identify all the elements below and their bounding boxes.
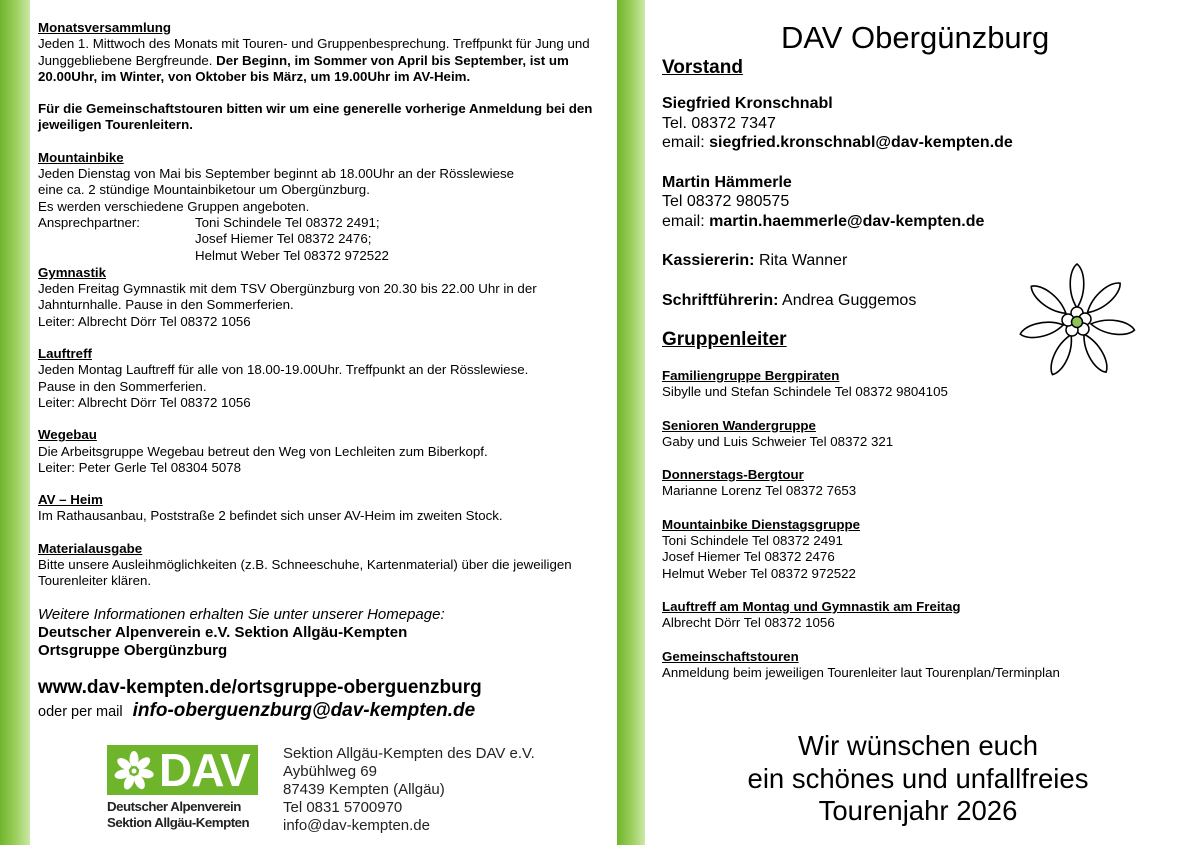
role-label: Schriftführerin: (662, 291, 779, 309)
wish-line: ein schönes und unfallfreies (747, 762, 1089, 794)
group-line: Toni Schindele Tel 08372 2491 (662, 533, 843, 549)
page-title: DAV Obergünzburg (781, 20, 1050, 55)
person-1 (662, 94, 1132, 153)
section-av-heim (38, 492, 613, 525)
gruppenleiter-heading: Gruppenleiter (662, 329, 787, 350)
section-line: Im Rathausanbau, Poststraße 2 befindet sich unser AV-Heim im zweiten Stock. (38, 508, 503, 524)
contact-label: Ansprechpartner: (38, 214, 140, 230)
edelweiss-flower-icon (1012, 262, 1142, 382)
section-line: Jeden Freitag Gymnastik mit dem TSV Obergünzburg von 20.30 bis 22.00 Uhr in der Jahnturnhalle. Pause in den Sommerferien. (38, 281, 537, 313)
mail-row (38, 700, 613, 723)
logo-caption (107, 799, 260, 830)
group-title: Senioren Wandergruppe (662, 417, 816, 433)
homepage-link[interactable]: www.dav-kempten.de/ortsgruppe-oberguenzburg (38, 676, 482, 698)
logo-line: Deutscher Alpenverein (107, 799, 241, 814)
middle-green-strip (617, 0, 645, 845)
group-title: Lauftreff am Montag und Gymnastik am Freitag (662, 598, 961, 614)
address-block (283, 745, 535, 835)
section-gymnastik (38, 265, 613, 330)
role-label: Kassiererin: (662, 252, 755, 269)
dav-logo-box (107, 745, 258, 795)
section-line: Jeden Dienstag von Mai bis September beginnt ab 18.00Uhr an der Rösslewiese (38, 166, 515, 182)
address-line: Tel 0831 5700970 (283, 799, 403, 816)
contact-grid (38, 215, 613, 264)
group-title: Familiengruppe Bergpiraten (662, 368, 840, 383)
group-line: Albrecht Dörr Tel 08372 1056 (662, 615, 835, 631)
section-line: Leiter: Albrecht Dörr Tel 08372 1056 (38, 313, 251, 329)
info-block (38, 606, 613, 723)
mail-link[interactable]: info-oberguenzburg@dav-kempten.de (132, 699, 476, 721)
section-lauftreff (38, 346, 613, 411)
wish-line: Wir wünschen euch (798, 730, 1038, 761)
email-label: email: (662, 212, 710, 230)
section-monatsversammlung (38, 20, 613, 134)
group-line: Josef Hiemer Tel 08372 2476 (662, 549, 835, 565)
section-line: Jeden Montag Lauftreff für alle von 18.00-19.00Uhr. Treffpunkt an der Rösslewiese. (38, 362, 529, 378)
group-line: Anmeldung beim jeweiligen Tourenleiter laut Tourenplan/Terminplan (662, 664, 1060, 680)
org-line: Deutscher Alpenverein e.V. Sektion Allgäu-Kempten (38, 623, 408, 641)
section-text: Jeden 1. Mittwoch des Monats mit Touren- und Gruppenbesprechung. Treffpunkt für Jung und Junggebliebene Bergfreunde. (38, 36, 590, 68)
section-note: Für die Gemeinschaftstouren bitten wir um eine generelle vorherige Anmeldung bei den jeweiligen Tourenleitern. (38, 101, 593, 133)
group-item (662, 517, 1192, 582)
email-label: email: (662, 134, 710, 151)
section-title: Mountainbike (38, 149, 124, 165)
section-title: Lauftreff (38, 346, 92, 362)
section-title: Materialausgabe (38, 540, 143, 556)
section-line: Pause in den Sommerferien. (38, 378, 207, 394)
section-wegebau (38, 427, 613, 476)
wish-block (718, 730, 1118, 828)
group-line: Helmut Weber Tel 08372 972522 (662, 565, 856, 581)
vorstand-heading: Vorstand (662, 57, 743, 78)
group-item (662, 418, 1192, 451)
address-line: 87439 Kempten (Allgäu) (283, 781, 445, 798)
section-title: AV – Heim (38, 492, 103, 508)
dav-logo (107, 745, 260, 830)
section-line: Leiter: Albrecht Dörr Tel 08372 1056 (38, 394, 251, 410)
group-item (662, 649, 1192, 682)
person-name: Siegfried Kronschnabl (662, 95, 833, 112)
section-line: Leiter: Peter Gerle Tel 08304 5078 (38, 459, 242, 475)
address-email[interactable]: info@dav-kempten.de (283, 817, 430, 834)
org-line: Ortsgruppe Obergünzburg (38, 641, 228, 659)
section-materialausgabe (38, 541, 613, 590)
section-title: Gymnastik (38, 264, 106, 280)
left-column (38, 20, 613, 723)
section-mountainbike (38, 150, 613, 264)
person-email[interactable]: martin.haemmerle@dav-kempten.de (709, 212, 985, 230)
group-line: Sibylle und Stefan Schindele Tel 08372 9804105 (662, 384, 948, 400)
person-name: Martin Hämmerle (662, 173, 792, 191)
group-item (662, 467, 1192, 500)
contact-line: Toni Schindele Tel 08372 2491; (195, 214, 380, 230)
mail-prefix: oder per mail (38, 703, 123, 720)
section-line: eine ca. 2 stündige Mountainbiketour um Obergünzburg. (38, 182, 370, 198)
section-line: Bitte unsere Ausleihmöglichkeiten (z.B. Schneeschuhe, Kartenmaterial) über die jeweiligen Tourenleiter klären. (38, 557, 572, 589)
section-title: Wegebau (38, 427, 97, 443)
logo-line: Sektion Allgäu-Kempten (107, 814, 250, 830)
address-line: Sektion Allgäu-Kempten des DAV e.V. (283, 745, 535, 762)
edelweiss-logo-icon (113, 750, 155, 792)
group-line: Gaby und Luis Schweier Tel 08372 321 (662, 433, 894, 449)
section-text-bold: Der Beginn, im Sommer von April bis September, ist um 20.00Uhr, im Winter, von Oktober bis März, um 19.00Uhr im AV-Heim. (38, 52, 569, 84)
person-2 (662, 173, 1132, 232)
contact-line: Josef Hiemer Tel 08372 2476; (195, 231, 372, 247)
person-tel: Tel. 08372 7347 (662, 114, 776, 132)
group-item (662, 599, 1192, 632)
left-green-strip (0, 0, 30, 845)
group-line: Marianne Lorenz Tel 08372 7653 (662, 483, 857, 499)
address-line: Aybühlweg 69 (283, 763, 377, 780)
section-line: Die Arbeitsgruppe Wegebau betreut den Weg von Lechleiten zum Biberkopf. (38, 443, 488, 459)
wish-line: Tourenjahr 2026 (818, 795, 1018, 826)
person-tel: Tel 08372 980575 (662, 193, 790, 210)
section-title: Monatsversammlung (38, 20, 172, 35)
groups-list (662, 368, 1192, 698)
logo-text-dav: DAV (159, 744, 250, 796)
role-name: Andrea Guggemos (778, 291, 917, 309)
contact-line: Helmut Weber Tel 08372 972522 (195, 247, 389, 263)
role-name: Rita Wanner (754, 252, 848, 269)
group-title: Gemeinschaftstouren (662, 648, 799, 664)
person-email[interactable]: siegfried.kronschnabl@dav-kempten.de (709, 134, 1013, 151)
group-title: Donnerstags-Bergtour (662, 467, 804, 483)
group-title: Mountainbike Dienstagsgruppe (662, 516, 860, 532)
info-italic: Weitere Informationen erhalten Sie unter unserer Homepage: (38, 605, 445, 623)
section-line: Es werden verschiedene Gruppen angeboten. (38, 198, 310, 214)
